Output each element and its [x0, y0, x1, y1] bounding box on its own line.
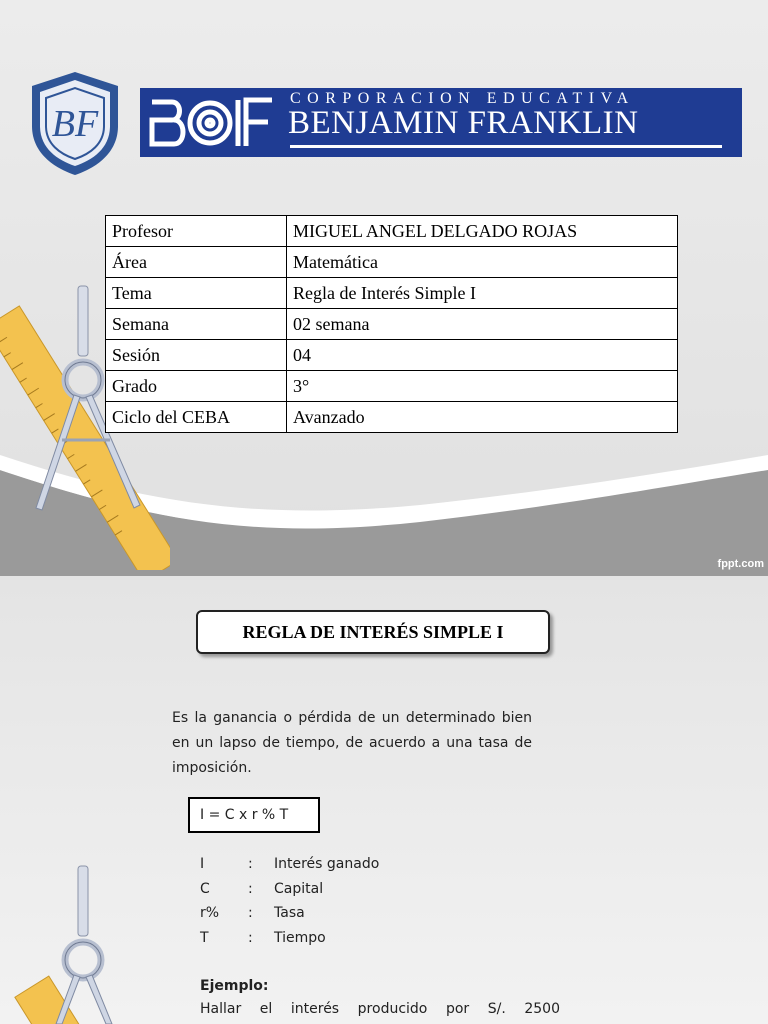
row-label: Área: [106, 247, 287, 278]
fppt-watermark: fppt.com: [717, 558, 764, 570]
row-value: Matemática: [287, 247, 678, 278]
legend-meaning: Tiempo: [274, 929, 326, 946]
row-value: 02 semana: [287, 309, 678, 340]
table-row: [106, 340, 678, 371]
row-value: Regla de Interés Simple I: [287, 278, 678, 309]
definition-text: Es la ganancia o pérdida de un determinado bien en un lapso de tiempo, de acuerdo a una tasa de imposición.: [172, 710, 532, 776]
row-label: Ciclo del CEBA: [106, 402, 287, 433]
row-label: Semana: [106, 309, 287, 340]
row-value: MIGUEL ANGEL DELGADO ROJAS: [287, 216, 678, 247]
example-text: Hallar el interés producido por S/. 2500: [200, 1001, 560, 1017]
legend-meaning: Interés ganado: [274, 856, 380, 872]
legend-symbol: I: [200, 856, 205, 872]
row-label: Grado: [106, 371, 287, 402]
bf-monogram-logo: [146, 94, 276, 152]
legend-meaning: Tasa: [274, 905, 305, 921]
legend-meaning: Capital: [274, 880, 324, 897]
row-value: 3°: [287, 371, 678, 402]
ruler-compass-icon: [0, 860, 140, 1024]
banner-title: BENJAMIN FRANKLIN: [288, 105, 639, 141]
row-value: 04: [287, 340, 678, 371]
legend-colon: :: [248, 856, 253, 872]
slide-title: REGLA DE INTERÉS SIMPLE I: [196, 610, 550, 654]
legend-colon: :: [248, 929, 253, 946]
row-label: Profesor: [106, 216, 287, 247]
banner-underline: [290, 145, 722, 148]
row-label: Tema: [106, 278, 287, 309]
school-banner: [140, 88, 742, 157]
crest-letters: BF: [51, 103, 99, 145]
course-info-table: [105, 215, 678, 433]
legend-colon: :: [248, 905, 253, 921]
example-label: Ejemplo:: [200, 978, 269, 994]
table-row: [106, 216, 678, 247]
table-row: [106, 402, 678, 433]
row-value: Avanzado: [287, 402, 678, 433]
table-row: [106, 278, 678, 309]
legend-symbol: T: [200, 929, 209, 946]
table-row: [106, 371, 678, 402]
table-row: [106, 309, 678, 340]
banner-subtitle: CORPORACION EDUCATIVA: [290, 90, 635, 107]
legend-colon: :: [248, 880, 253, 897]
formula-box: I = C x r % T: [188, 797, 320, 833]
legend-symbol: r%: [200, 905, 220, 921]
school-crest-logo: [24, 68, 126, 178]
row-label: Sesión: [106, 340, 287, 371]
table-row: [106, 247, 678, 278]
legend-symbol: C: [200, 880, 210, 897]
